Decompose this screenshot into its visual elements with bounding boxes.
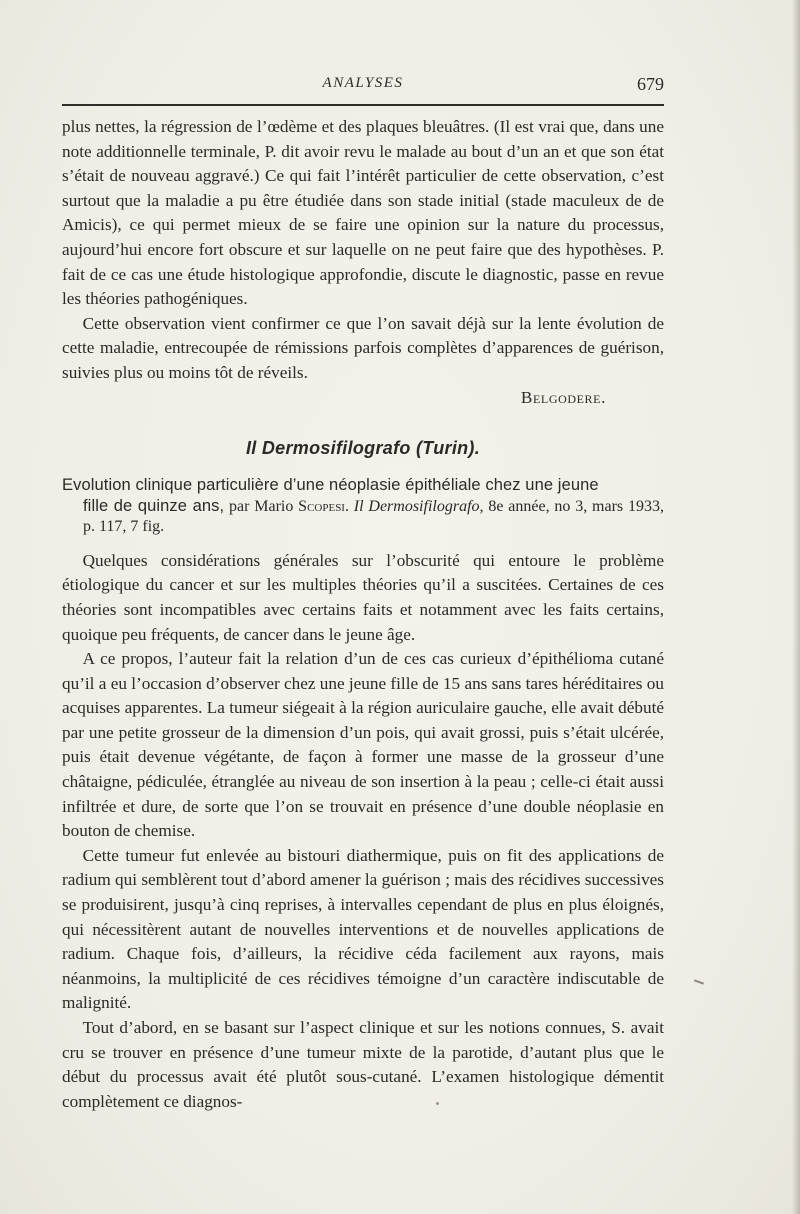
paragraph-treatment: Cette tumeur fut enlevée au bistouri diathermique, puis on fit des applications de radium qui semblèrent tout d’abord amener la guérison ; mais des récidives successives se produisirent, jusqu’à cinq reprises, à intervalles cependant de plus en plus éloignés, qui nécessitèrent autant de nouvelles interventions et de nouvelles applications de radium. Chaque fois, d’ailleurs, la récidive céda facilement aux rayons, mais néanmoins, la multiplicité de ces récidives témoigne d’un caractère indiscutable de malignité. [62, 845, 664, 1013]
main-text [62, 115, 664, 1114]
paragraph-conclusion: Cette observation vient confirmer ce que l’on savait déjà sur la lente évolution de cette maladie, entrecoupée de rémissions parfois complètes d’apparences de guérison, suivies plus ou moins tôt de réveils. [62, 313, 664, 382]
page-edge-shadow [792, 0, 800, 1214]
print-speck [436, 1102, 439, 1105]
paragraph-intro: Quelques considérations générales sur l’obscurité qui entoure le problème étiologique du cancer et sur les multiples théories qu’il a suscitées. Certaines de ces théories sont incompatibles avec certains faits et notamment avec les faits certains, quoique peu fréquents, de cancer dans le jeune âge. [62, 550, 664, 644]
article-title-line1: Evolution clinique particulière d’une néoplasie épithéliale chez une jeune [62, 475, 599, 494]
article-author: Scopesi. [298, 497, 349, 515]
article-citation: 8e année, no 3, mars 1933, p. 117, 7 fig. [83, 497, 664, 535]
margin-mark [694, 979, 704, 984]
article-journal: Il Dermosifilografo, [353, 497, 484, 515]
article-heading [62, 475, 664, 537]
paragraph-case: A ce propos, l’auteur fait la relation d’un de ces cas curieux d’épithélioma cutané qu’il a eu l’occasion d’observer chez une jeune fille de 15 ans sans tares héréditaires ou acquises apparentes. La tumeur siégeait à la région auriculaire gauche, elle avait débuté par une petite grosseur de la dimension d’un pois, qui avait grossi, puis s’était ulcérée, puis était devenue végétante, de façon à former une masse de la grosseur d’une châtaigne, pédiculée, étranglée au niveau de son insertion à la peau ; celle-ci était aussi infiltrée et dure, de sorte que l’on se trouvait en présence d’une double néoplasie en bouton de chemise. [62, 649, 664, 841]
running-header [62, 72, 664, 96]
page-number: 679 [637, 74, 664, 94]
article-heading-continuation [62, 496, 664, 537]
running-title: ANALYSES [322, 75, 404, 91]
article-by: par Mario [228, 497, 294, 515]
paragraph-continued: plus nettes, la régression de l’œdème et des plaques bleuâtres. (Il est vrai que, dans une note additionnelle terminale, P. dit avoir revu le malade au bout d’un an et que son état s’était de nouveau aggravé.) Ce qui fait l’intérêt particulier de cette observation, c’est surtout que la maladie a pu être étudiée dans son stade initial (stade maculeux de de Amicis), ce qui permet mieux de se faire une opinion sur la nature du processus, aujourd’hui encore fort obscure et sur laquelle on ne peut faire que des hypothèses. P. fait de ce cas une étude histologique approfondie, discute le diagnostic, passe en revue les théories pathogéniques. [62, 117, 664, 309]
article-title-line2: fille de quinze ans, [83, 496, 225, 515]
paragraph-diagnosis: Tout d’abord, en se basant sur l’aspect clinique et sur les notions connues, S. avait cru se trouver en présence d’une tumeur mixte de la parotide, d’autant plus que le début du processus avait été plutôt sous-cutané. L’examen histologique démentit complètement ce diagnos- [62, 1018, 664, 1111]
journal-section-title: Il Dermosifilografo (Turin). [245, 438, 481, 459]
reviewer-signature: Belgodere. [520, 387, 606, 407]
header-rule [62, 104, 664, 106]
